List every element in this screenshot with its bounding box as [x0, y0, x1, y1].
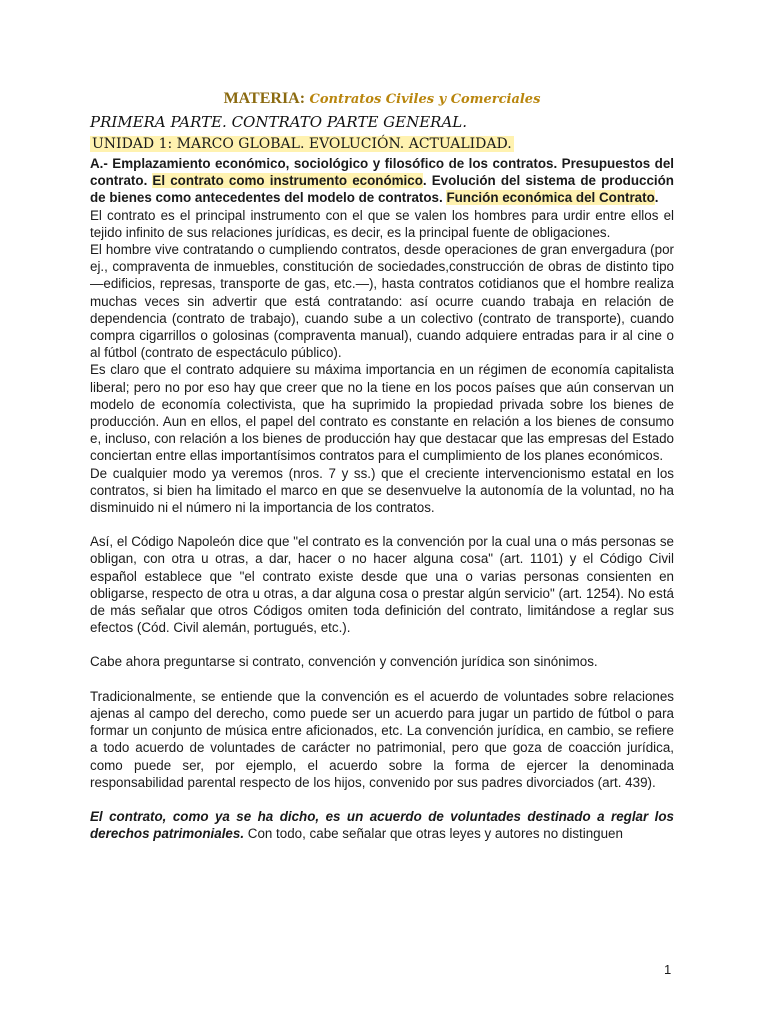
paragraph-7: Tradicionalmente, se entiende que la convención es el acuerdo de voluntades sobre relaciones ajenas al campo del derecho, como puede ser un acuerdo para jugar un partido de fútbol o para formar un conjunto de música entre aficionados, etc. La convención jurídica, en cambio, se refiere a todo acuerdo de voluntades de carácter no patrimonial, pero que goza de coacción jurídica, como puede ser, por ejemplo, el acuerdo sobre la forma de ejercer la denominada responsabilidad parental respecto de los hijos, convenido por sus padres divorciados (art. 439).: [90, 688, 674, 790]
spacer: [90, 636, 674, 653]
intro-highlight-economic: El contrato como instrumento económico: [152, 173, 423, 189]
spacer: [90, 671, 674, 688]
unit-title: [90, 134, 674, 154]
section-intro: [90, 155, 674, 207]
document-page: [90, 88, 674, 842]
paragraph-2: El hombre vive contratando o cumpliendo contratos, desde operaciones de gran envergadura (por ej., compraventa de inmuebles, constitución de sociedades,construcción de obras de distinto tipo —edificios, represas, transporte de gas, etc.—), hasta contratos cotidianos que el hombre realiza muchas veces sin advertir que está contratando: así ocurre cuando trabaja en relación de dependencia (contrato de trabajo), cuando sube a un colectivo (contrato de transporte), cuando compra cigarrillos o golosinas (compraventa manual), cuando adquiere entradas para ir al cine o al fútbol (contrato de espectáculo público).: [90, 242, 674, 361]
paragraph-8-rest: Con todo, cabe señalar que otras leyes y autores no distinguen: [244, 826, 623, 842]
subject-label: MATERIA:: [223, 90, 306, 107]
page-number: 1: [664, 962, 672, 977]
paragraph-5: Así, el Código Napoleón dice que "el contrato es la convención por la cual una o más personas se obligan, con otra u otras, a dar, hacer o no hacer alguna cosa" (art. 1101) y el Código Civil español establece que "el contrato existe desde que una o varias personas consienten en obligarse, respecto de otra u otras, a dar alguna cosa o prestar algún servicio" (art. 1254). No está de más señalar que otros Códigos omiten toda definición del contrato, limitándose a reglar sus efectos (Cód. Civil alemán, portugués, etc.).: [90, 534, 674, 636]
intro-highlight-function: Función económica del Contrato: [446, 190, 655, 206]
paragraph-1: El contrato es el principal instrumento con el que se valen los hombres para urdir entre ellos el tejido infinito de sus relaciones jurídicas, es decir, es la principal fuente de obligaciones.: [90, 207, 674, 240]
intro-part-e: .: [654, 190, 659, 206]
intro-part-a: A.- Emplazamiento económico, sociológico y filosófico de los contratos. Presupuestos del contrato.: [90, 156, 674, 189]
intro-part-c: . Evolución del sistema de producción de bienes como antecedentes del modelo de contratos.: [90, 173, 674, 206]
spacer: [90, 516, 674, 533]
paragraph-4: De cualquier modo ya veremos (nros. 7 y ss.) que el creciente intervencionismo estatal en los contratos, si bien ha limitado el marco en que se desenvuelve la autonomía de la voluntad, no ha disminuido ni el número ni la importancia de los contratos.: [90, 465, 674, 516]
unit-title-text: UNIDAD 1: MARCO GLOBAL. EVOLUCIÓN. ACTUALIDAD.: [92, 136, 512, 152]
subject-heading: [90, 88, 674, 111]
spacer: [90, 791, 674, 808]
paragraph-6: Cabe ahora preguntarse si contrato, convención y convención jurídica son sinónimos.: [90, 654, 598, 670]
paragraph-8: [90, 808, 674, 842]
part-title: PRIMERA PARTE. CONTRATO PARTE GENERAL.: [90, 113, 468, 131]
paragraph-8-emphasis: El contrato, como ya se ha dicho, es un acuerdo de voluntades destinado a reglar los derechos patrimoniales.: [90, 808, 674, 842]
paragraph-3: Es claro que el contrato adquiere su máxima importancia en un régimen de economía capitalista liberal; pero no por eso hay que creer que no la tiene en los pocos países que aún conservan un modelo de economía colectivista, que ha suprimido la propiedad privada sobre los bienes de producción. Aun en ellos, el papel del contrato es constante en relación a los bienes de consumo e, incluso, con relación a los bienes de producción hay que destacar que las empresas del Estado conciertan entre ellas importantísimos contratos para el cumplimiento de los planes económicos.: [90, 362, 674, 464]
subject-value: Contratos Civiles y Comerciales: [309, 92, 541, 107]
